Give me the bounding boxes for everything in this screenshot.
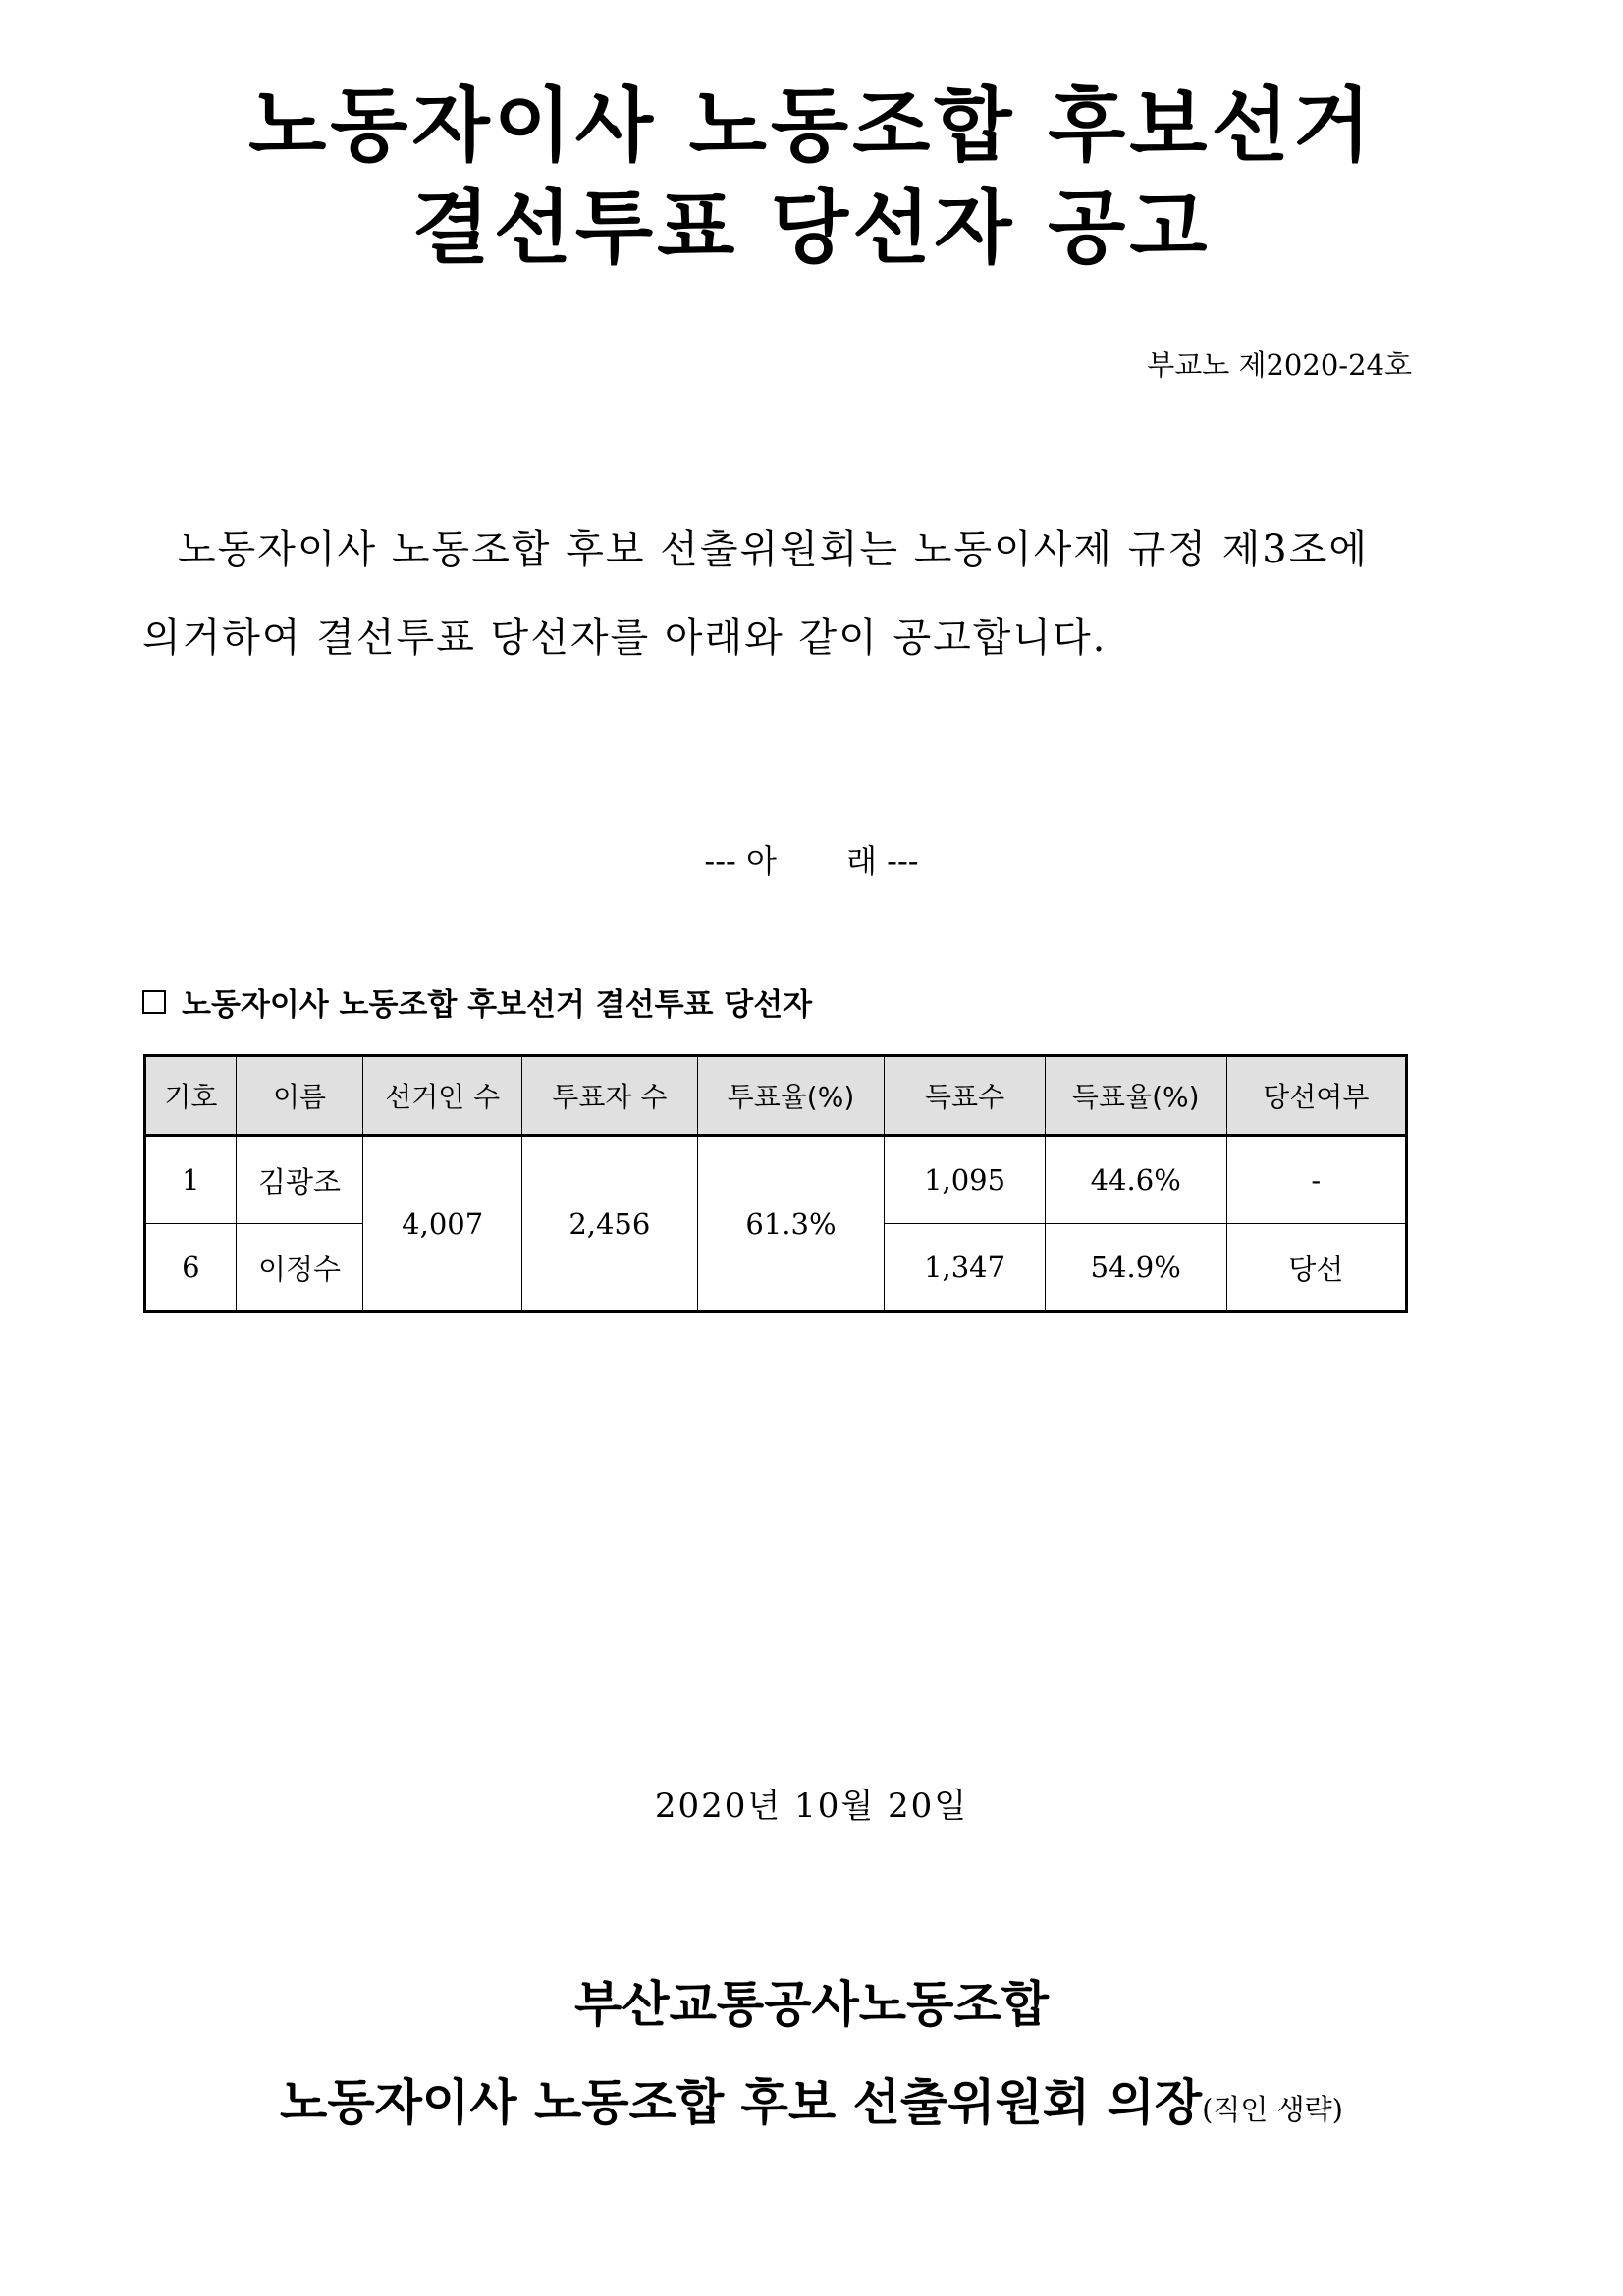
section-heading: [142, 980, 812, 1024]
seal-omitted-note: (직인 생략): [1202, 2093, 1343, 2126]
announcement-date: 2020년 10월 20일: [654, 1787, 969, 1826]
empty-square-icon: [142, 990, 166, 1014]
announcement-body: 노동자이사 노동조합 후보 선출위원회는 노동이사제 규정 제3조에 의거하여 결선투표 당선자를 아래와 같이 공고합니다.: [142, 527, 1370, 661]
candidate-result: 당선: [1226, 1224, 1406, 1312]
election-results-table: [143, 1054, 1408, 1313]
header-name: 이름: [236, 1056, 363, 1136]
below-section-marker: --- 아 래 ---: [704, 842, 919, 880]
header-votes: 득표수: [885, 1056, 1046, 1136]
candidate-name: 김광조: [236, 1136, 363, 1224]
header-turnout-count: 투표자 수: [522, 1056, 698, 1136]
turnout-count: 2,456: [522, 1136, 698, 1312]
organization-name: 부산교통공사노동조합: [574, 1976, 1049, 2033]
header-voters: 선거인 수: [363, 1056, 522, 1136]
header-result: 당선여부: [1226, 1056, 1406, 1136]
header-number: 기호: [145, 1056, 237, 1136]
candidate-number: 1: [145, 1136, 237, 1224]
candidate-votes: 1,095: [885, 1136, 1046, 1224]
candidate-number: 6: [145, 1224, 237, 1312]
total-voters: 4,007: [363, 1136, 522, 1312]
candidate-name: 이정수: [236, 1224, 363, 1312]
candidate-vote-rate: 44.6%: [1045, 1136, 1226, 1224]
candidate-result: -: [1226, 1136, 1406, 1224]
document-title-line-1: 노동자이사 노동조합 후보선거: [248, 80, 1375, 173]
header-vote-rate: 득표율(%): [1045, 1056, 1226, 1136]
turnout-rate: 61.3%: [697, 1136, 885, 1312]
document-title-line-2: 결선투표 당선자 공고: [411, 182, 1212, 275]
table-header-row: [145, 1056, 1407, 1136]
candidate-vote-rate: 54.9%: [1045, 1224, 1226, 1312]
section-heading-text: 노동자이사 노동조합 후보선거 결선투표 당선자: [182, 988, 813, 1023]
document-number: 부교노 제2020-24호: [1147, 348, 1412, 382]
header-turnout-rate: 투표율(%): [697, 1056, 885, 1136]
signatory-title: 노동자이사 노동조합 후보 선출위원회 의장: [280, 2074, 1203, 2131]
signatory-line: [0, 2063, 1623, 2134]
candidate-votes: 1,347: [885, 1224, 1046, 1312]
table-row: [145, 1136, 1407, 1224]
